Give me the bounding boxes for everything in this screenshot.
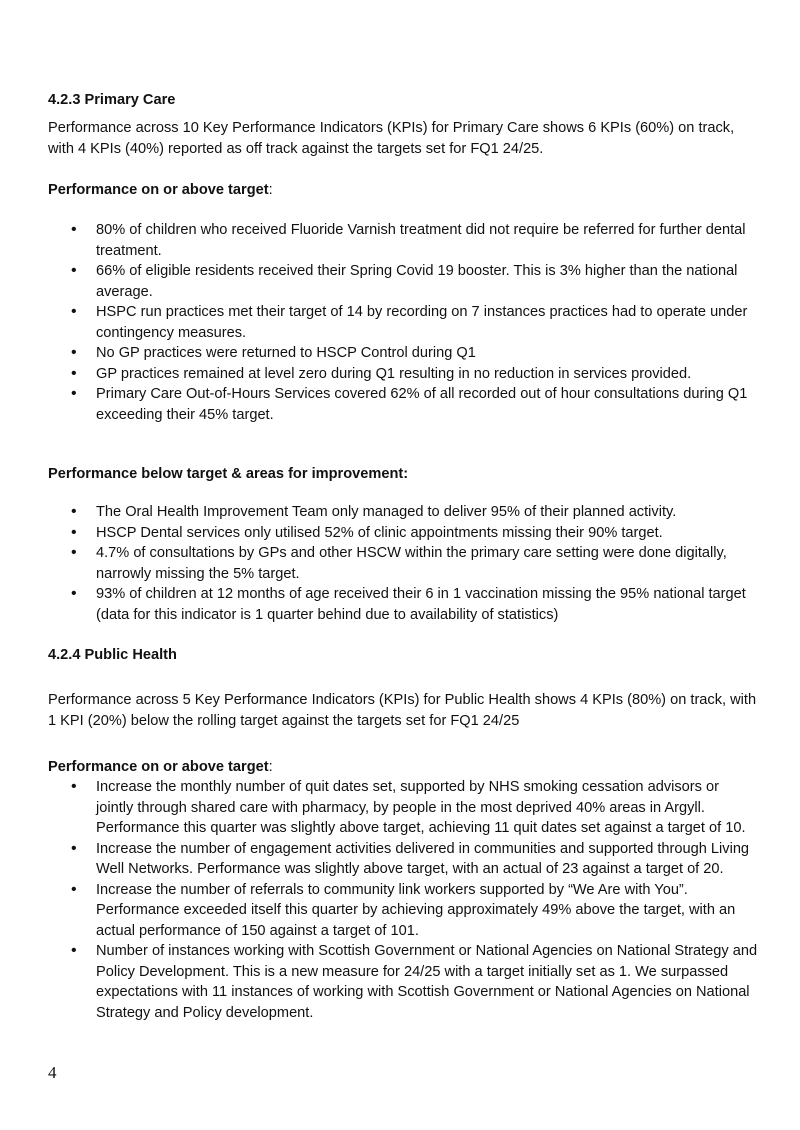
- list-item: • 66% of eligible residents received their Spring Covid 19 booster. This is 3% higher than the national average.: [48, 261, 758, 302]
- above-target-label-colon: :: [268, 182, 273, 198]
- above-target-label-colon: :: [268, 759, 273, 775]
- primary-care-intro: Performance across 10 Key Performance Indicators (KPIs) for Primary Care shows 6 KPIs (60%) on track, with 4 KPIs (40%) reported as off track against the targets set for FQ1 24/25.: [48, 120, 735, 157]
- list-item: • Increase the number of engagement activities delivered in communities and supported through Living Well Networks. Performance was slightly above target, with an actual of 23 against a target of 20.: [48, 839, 758, 880]
- list-item: • 4.7% of consultations by GPs and other HSCW within the primary care setting were done digitally, narrowly missing the 5% target.: [48, 543, 758, 584]
- public-health-above-target-list: [48, 777, 758, 1023]
- primary-care-above-target-list: [48, 220, 758, 425]
- list-item: • Increase the number of referrals to community link workers supported by “We Are with You”. Performance exceeded itself this quarter by achieving approximately 49% above the target, with an actual performance of 150 against a target of 101.: [48, 880, 758, 942]
- page-number: 4: [48, 1063, 57, 1082]
- list-item: • The Oral Health Improvement Team only managed to deliver 95% of their planned activity.: [48, 502, 758, 523]
- above-target-label-text: Performance on or above target: [48, 759, 269, 775]
- primary-care-above-target-label: [48, 180, 758, 201]
- list-item: • GP practices remained at level zero during Q1 resulting in no reduction in services provided.: [48, 364, 758, 385]
- list-item: • 80% of children who received Fluoride Varnish treatment did not require be referred for further dental treatment.: [48, 220, 758, 261]
- list-item: • No GP practices were returned to HSCP Control during Q1: [48, 343, 758, 364]
- above-target-label-text: Performance on or above target: [48, 182, 269, 198]
- list-item: • HSPC run practices met their target of 14 by recording on 7 instances practices had to operate under contingency measures.: [48, 302, 758, 343]
- list-item: • Number of instances working with Scottish Government or National Agencies on National Strategy and Policy Development. This is a new measure for 24/25 with a target initially set as 1. We surpassed expectations with 11 instances of working with Scottish Government or National Agencies on National Strategy and Policy development.: [48, 941, 758, 1023]
- list-item: • 93% of children at 12 months of age received their 6 in 1 vaccination missing the 95% national target (data for this indicator is 1 quarter behind due to availability of statistics): [48, 584, 758, 625]
- primary-care-below-target-label: Performance below target & areas for improvement:: [48, 466, 409, 482]
- section-heading-public-health: 4.2.4 Public Health: [48, 647, 177, 663]
- list-item: • HSCP Dental services only utilised 52% of clinic appointments missing their 90% target.: [48, 523, 758, 544]
- public-health-intro: Performance across 5 Key Performance Indicators (KPIs) for Public Health shows 4 KPIs (80%) on track, with 1 KPI (20%) below the rolling target against the targets set for FQ1 24/25: [48, 692, 757, 729]
- list-item: • Primary Care Out-of-Hours Services covered 62% of all recorded out of hour consultations during Q1 exceeding their 45% target.: [48, 384, 758, 425]
- list-item: • Increase the monthly number of quit dates set, supported by NHS smoking cessation advisors or jointly through shared care with pharmacy, by people in the most deprived 40% areas in Argyll. Performance this quarter was slightly above target, achieving 11 quit dates set against a target of 10.: [48, 777, 758, 839]
- primary-care-below-target-list: [48, 502, 758, 625]
- public-health-above-target-label: [48, 757, 758, 778]
- section-heading-primary-care: 4.2.3 Primary Care: [48, 92, 176, 108]
